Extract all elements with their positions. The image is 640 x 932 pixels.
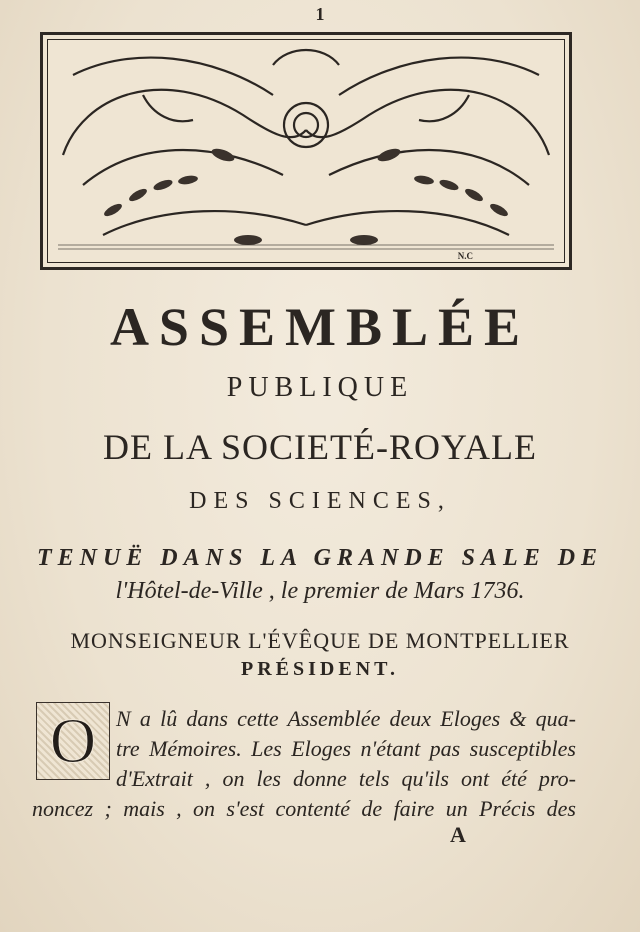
body-line: d'Extrait , on les donne tels qu'ils ont été pro-	[116, 766, 576, 791]
president-name: MONSEIGNEUR L'ÉVÊQUE DE MONTPELLIER	[70, 628, 570, 653]
subtitle-tenue: TENUË DANS LA GRANDE SALE DE	[36, 545, 604, 571]
decorated-drop-cap	[36, 702, 110, 780]
engraver-mark: N.C	[457, 251, 473, 261]
president-title: PRÉSIDENT.	[241, 658, 399, 680]
title-societe-royale: DE LA SOCIETÉ-ROYALE	[103, 427, 537, 467]
title-publique: PUBLIQUE	[226, 372, 414, 403]
headpiece-engraving-icon	[43, 35, 569, 267]
signature-mark: A	[450, 822, 466, 847]
body-line: tre Mémoires. Les Eloges n'étant pas susceptibles	[116, 736, 576, 761]
title-des-sciences: DES SCIENCES,	[189, 488, 451, 514]
subtitle-date: l'Hôtel-de-Ville , le premier de Mars 1736.	[115, 578, 525, 604]
ornamental-headpiece	[40, 32, 572, 270]
drop-cap-letter: O	[49, 705, 97, 776]
body-line: noncez ; mais , on s'est contenté de faire un Précis des	[32, 796, 576, 821]
title-assemblee: ASSEMBLÉE	[109, 297, 531, 357]
body-line: N a lû dans cette Assemblée deux Eloges & qua-	[116, 706, 576, 731]
page-number: 1	[315, 4, 325, 24]
